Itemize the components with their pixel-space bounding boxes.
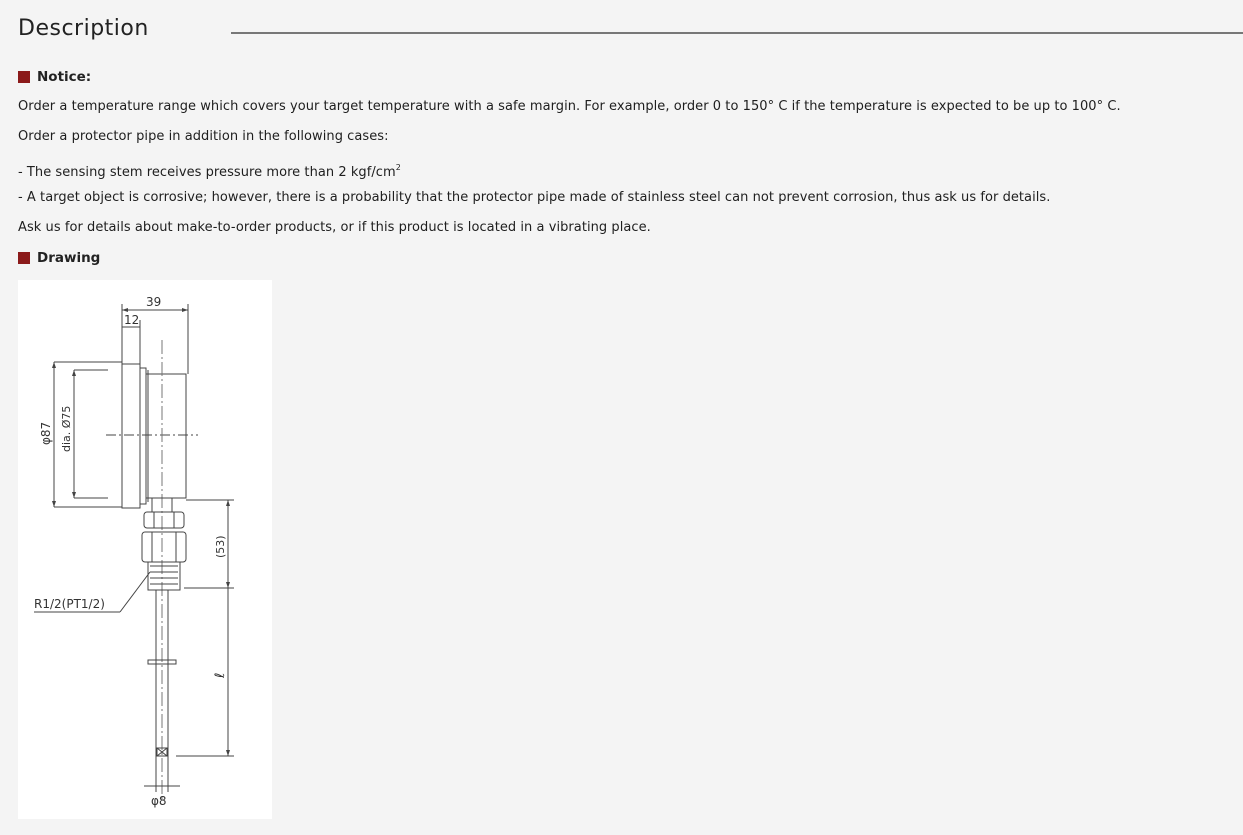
dim-label-phi8: φ8	[151, 794, 167, 808]
gauge-case	[146, 374, 186, 498]
notice-heading	[18, 67, 91, 87]
dim-label-39: 39	[146, 295, 162, 309]
gauge-ring	[140, 368, 146, 504]
dim-label-thread: R1/2(PT1/2)	[34, 597, 105, 611]
gauge-bezel	[122, 364, 140, 508]
pressure-text: - The sensing stem receives pressure more than 2 kgf/cm	[18, 165, 396, 180]
notice-line-corrosive: - A target object is corrosive; however, there is a probability that the protector pipe made of stainless steel can not prevent corrosion, thus ask us for details.	[18, 190, 1051, 205]
square-bullet-icon	[18, 71, 30, 83]
dim-label-phi87: φ87	[39, 421, 53, 445]
notice-line-make-to-order: Ask us for details about make-to-order products, or if this product is located in a vibrating place.	[18, 220, 651, 235]
dim-label-l: ℓ	[213, 672, 228, 678]
square-bullet-icon	[18, 252, 30, 264]
dim-label-dia75: dia. Ø75	[60, 405, 73, 452]
drawing-heading	[18, 248, 100, 268]
title-divider	[231, 32, 1243, 34]
pressure-superscript: 2	[395, 163, 401, 172]
technical-drawing	[18, 280, 272, 819]
notice-line-range: Order a temperature range which covers your target temperature with a safe margin. For example, order 0 to 150° C if the temperature is expected to be up to 100° C.	[18, 99, 1121, 114]
thermometer-drawing-svg	[18, 280, 272, 819]
dim-label-12: 12	[124, 313, 140, 327]
drawing-heading-label: Drawing	[37, 250, 101, 266]
upper-nut	[144, 512, 184, 528]
section-title: Description	[18, 16, 149, 41]
notice-heading-label: Notice:	[37, 69, 92, 85]
section-header	[18, 16, 1243, 50]
hex-fitting	[142, 532, 186, 562]
dim-label-53: (53)	[214, 535, 227, 558]
notice-line-pressure	[18, 159, 401, 182]
notice-line-protector: Order a protector pipe in addition in the following cases:	[18, 129, 389, 144]
